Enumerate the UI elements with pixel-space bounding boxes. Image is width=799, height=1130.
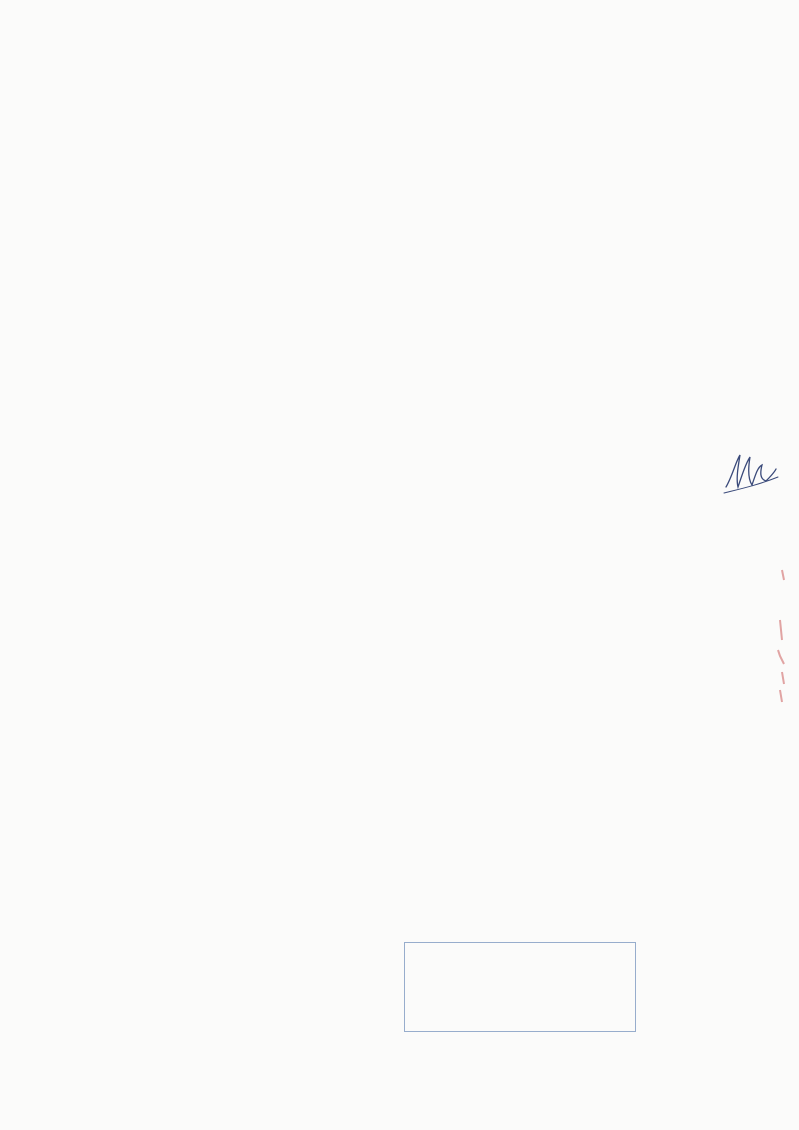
- section-4-7-heading: [60, 183, 760, 198]
- section-4-8-heading: [60, 216, 760, 231]
- margin-bleed-marks: [760, 560, 790, 710]
- handwritten-signature: [722, 447, 780, 497]
- company-stamp: [404, 942, 636, 1032]
- section-4-6-heading: [60, 151, 760, 166]
- document-body: [60, 134, 760, 232]
